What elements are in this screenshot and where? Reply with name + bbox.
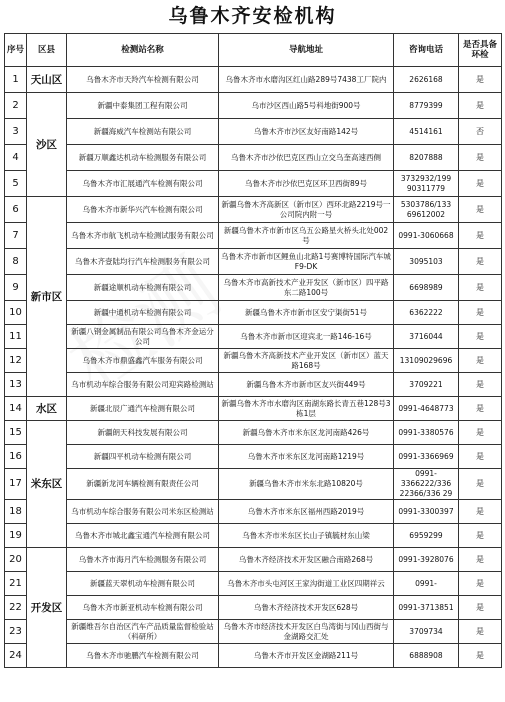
- cell-phone: 0991-3366969: [394, 445, 459, 469]
- cell-env: 是: [459, 301, 502, 325]
- cell-phone: 6362222: [394, 301, 459, 325]
- cell-phone: 6959299: [394, 524, 459, 548]
- cell-seq: 21: [5, 572, 27, 596]
- cell-env: 是: [459, 275, 502, 301]
- cell-address: 新疆乌鲁木齐市米东区龙河南路426号: [219, 421, 394, 445]
- cell-address: 乌鲁木齐市经济技术开发区白鸟湾街与冈山西街与金湖路交汇处: [219, 620, 394, 644]
- cell-address: 新疆乌鲁木齐高新技术产业开发区（新市区）蓝天路168号: [219, 349, 394, 373]
- cell-phone: 3709734: [394, 620, 459, 644]
- cell-seq: 23: [5, 620, 27, 644]
- cell-phone: 0991-3300397: [394, 500, 459, 524]
- cell-seq: 16: [5, 445, 27, 469]
- cell-address: 乌鲁木齐市米东区福州西路2019号: [219, 500, 394, 524]
- cell-env: 是: [459, 524, 502, 548]
- cell-address: 乌鲁木齐市头屯河区王家沟街道工业区四期祥云: [219, 572, 394, 596]
- cell-name: 新疆海威汽车检测站有限公司: [67, 119, 219, 145]
- cell-env: 是: [459, 325, 502, 349]
- table-row: [5, 572, 502, 596]
- cell-name: 新疆维吾尔自治区汽车产品质量监督检验站（科研所）: [67, 620, 219, 644]
- cell-phone: 8207888: [394, 145, 459, 171]
- cell-district: 水区: [27, 397, 67, 421]
- cell-seq: 24: [5, 644, 27, 668]
- cell-address: 乌鲁木齐市沙区友好南路142号: [219, 119, 394, 145]
- table-row: [5, 548, 502, 572]
- table-row: [5, 145, 502, 171]
- cell-name: 乌鲁木齐市汇展通汽车检测有限公司: [67, 171, 219, 197]
- cell-seq: 2: [5, 93, 27, 119]
- cell-address: 乌鲁木齐市开发区金湖路211号: [219, 644, 394, 668]
- cell-seq: 17: [5, 469, 27, 500]
- cell-address: 新疆乌鲁木齐市新市区安宁渠街51号: [219, 301, 394, 325]
- cell-seq: 5: [5, 171, 27, 197]
- cell-seq: 22: [5, 596, 27, 620]
- cell-phone: 3095103: [394, 249, 459, 275]
- cell-name: 新疆四平机动车检测有限公司: [67, 445, 219, 469]
- cell-seq: 13: [5, 373, 27, 397]
- table-row: [5, 445, 502, 469]
- cell-env: 是: [459, 620, 502, 644]
- cell-env: 是: [459, 644, 502, 668]
- cell-address: 乌鲁木齐市新市区鲤鱼山北路1号赛博特国际汽车城F9-DK: [219, 249, 394, 275]
- cell-env: 是: [459, 500, 502, 524]
- cell-phone: 0991-3060668: [394, 223, 459, 249]
- cell-name: 新疆朗天科技发展有限公司: [67, 421, 219, 445]
- table-row: [5, 119, 502, 145]
- cell-env: 是: [459, 349, 502, 373]
- cell-address: 新疆乌鲁木齐市新市区乌五公路星火桥头北处002号: [219, 223, 394, 249]
- cell-env: 是: [459, 548, 502, 572]
- cell-phone: 2626168: [394, 67, 459, 93]
- table-row: [5, 596, 502, 620]
- cell-phone: 3709221: [394, 373, 459, 397]
- cell-phone: 0991-4648773: [394, 397, 459, 421]
- cell-phone: 0991-3713851: [394, 596, 459, 620]
- cell-name: 乌鲁木齐市新华兴汽车检测有限公司: [67, 197, 219, 223]
- cell-phone: 0991-: [394, 572, 459, 596]
- cell-env: 否: [459, 119, 502, 145]
- cell-district: 开发区: [27, 548, 67, 668]
- cell-name: 新疆蓝天翠机动车检测有限公司: [67, 572, 219, 596]
- cell-env: 是: [459, 93, 502, 119]
- table-row: [5, 171, 502, 197]
- cell-address: 乌鲁木齐市沙依巴克区环卫西街89号: [219, 171, 394, 197]
- cell-name: 乌鲁木齐市海月汽车检测服务有限公司: [67, 548, 219, 572]
- cell-phone: 8779399: [394, 93, 459, 119]
- cell-district: 新市区: [27, 197, 67, 397]
- cell-address: 乌市沙区西山路5号科地街900号: [219, 93, 394, 119]
- table-row: [5, 469, 502, 500]
- table-row: [5, 223, 502, 249]
- cell-seq: 8: [5, 249, 27, 275]
- cell-name: 新疆八钢金属制品有限公司乌鲁木齐金运分公司: [67, 325, 219, 349]
- cell-name: 乌市机动车综合服务有限公司米东区检测站: [67, 500, 219, 524]
- table-row: [5, 93, 502, 119]
- cell-name: 乌鲁木齐市新亚机动车检测有限公司: [67, 596, 219, 620]
- cell-name: 乌鲁木齐市鼎盛鑫汽车服务有限公司: [67, 349, 219, 373]
- cell-name: 乌鲁木齐市驰鹏汽车检测有限公司: [67, 644, 219, 668]
- header-address: 导航地址: [219, 34, 394, 67]
- cell-seq: 19: [5, 524, 27, 548]
- header-name: 检测站名称: [67, 34, 219, 67]
- cell-address: 乌鲁木齐市高新技术产业开发区（新市区）四平路东二路100号: [219, 275, 394, 301]
- cell-phone: 5303786/133 69612002: [394, 197, 459, 223]
- table-row: [5, 620, 502, 644]
- cell-district: 米东区: [27, 421, 67, 548]
- cell-name: 新疆新龙河车辆检测有限责任公司: [67, 469, 219, 500]
- table-row: [5, 275, 502, 301]
- table-row: [5, 67, 502, 93]
- cell-address: 乌鲁木齐市米东区长山子镇毓材东山梁: [219, 524, 394, 548]
- cell-address: 新疆乌鲁木齐市新市区友兴街449号: [219, 373, 394, 397]
- header-env: 是否具备环检: [459, 34, 502, 67]
- cell-seq: 12: [5, 349, 27, 373]
- cell-name: 新疆北辰广通汽车检测有限公司: [67, 397, 219, 421]
- cell-seq: 3: [5, 119, 27, 145]
- cell-seq: 1: [5, 67, 27, 93]
- header-phone: 咨询电话: [394, 34, 459, 67]
- cell-env: 是: [459, 67, 502, 93]
- cell-name: 乌市机动车综合服务有限公司迎宾路检测站: [67, 373, 219, 397]
- table-row: [5, 301, 502, 325]
- cell-address: 乌鲁木齐经济技术开发区628号: [219, 596, 394, 620]
- cell-seq: 20: [5, 548, 27, 572]
- table-row: [5, 500, 502, 524]
- cell-address: 新疆乌鲁木齐市水磨沟区南湖东路长青五巷128号3栋1层: [219, 397, 394, 421]
- cell-env: 是: [459, 445, 502, 469]
- table-header-row: [5, 34, 502, 67]
- cell-name: 新疆途顺机动车检测有限公司: [67, 275, 219, 301]
- cell-phone: 0991-3366222/336 22366/336 29: [394, 469, 459, 500]
- cell-name: 乌鲁木齐壹陆均行汽车检测服务有限公司: [67, 249, 219, 275]
- cell-name: 乌鲁木齐市天羚汽车检测有限公司: [67, 67, 219, 93]
- cell-name: 新疆中通机动车检测有限公司: [67, 301, 219, 325]
- cell-phone: 6888908: [394, 644, 459, 668]
- cell-env: 是: [459, 249, 502, 275]
- cell-name: 乌鲁木齐市航飞机动车检测试服务有限公司: [67, 223, 219, 249]
- page-title: 乌鲁木齐安检机构: [168, 5, 337, 27]
- table-row: [5, 524, 502, 548]
- cell-env: 是: [459, 421, 502, 445]
- cell-phone: 4514161: [394, 119, 459, 145]
- cell-env: 是: [459, 197, 502, 223]
- cell-phone: 0991-3380576: [394, 421, 459, 445]
- cell-phone: 13109029696: [394, 349, 459, 373]
- cell-env: 是: [459, 373, 502, 397]
- cell-seq: 7: [5, 223, 27, 249]
- cell-env: 是: [459, 223, 502, 249]
- cell-address: 乌鲁木齐市米东区龙河南路1219号: [219, 445, 394, 469]
- table-row: [5, 373, 502, 397]
- cell-name: 新疆万顺鑫达机动车检测服务有限公司: [67, 145, 219, 171]
- cell-env: 是: [459, 171, 502, 197]
- cell-address: 乌鲁木齐市沙依巴克区西山立交乌奎高速西侧: [219, 145, 394, 171]
- cell-env: 是: [459, 596, 502, 620]
- cell-name: 乌鲁木齐市城北鑫宝通汽车检测有限公司: [67, 524, 219, 548]
- cell-name: 新疆中泰集团工程有限公司: [67, 93, 219, 119]
- inspection-table: [4, 33, 502, 668]
- cell-phone: 6698989: [394, 275, 459, 301]
- table-row: [5, 421, 502, 445]
- cell-address: 新疆乌鲁木齐市米东北路10820号: [219, 469, 394, 500]
- cell-env: 是: [459, 572, 502, 596]
- cell-address: 新疆乌鲁木齐高新区（新市区）西环北路2219号一公司院内附一号: [219, 197, 394, 223]
- table-row: [5, 644, 502, 668]
- table-row: [5, 349, 502, 373]
- cell-env: 是: [459, 145, 502, 171]
- cell-phone: 0991-3928076: [394, 548, 459, 572]
- cell-seq: 9: [5, 275, 27, 301]
- table-row: [5, 249, 502, 275]
- cell-seq: 4: [5, 145, 27, 171]
- cell-seq: 6: [5, 197, 27, 223]
- cell-address: 乌鲁木齐经济技术开发区融合南路268号: [219, 548, 394, 572]
- table-body: [5, 67, 502, 668]
- table-row: [5, 197, 502, 223]
- cell-seq: 14: [5, 397, 27, 421]
- cell-district: 天山区: [27, 67, 67, 93]
- table-row: [5, 397, 502, 421]
- cell-env: 是: [459, 469, 502, 500]
- cell-seq: 10: [5, 301, 27, 325]
- cell-seq: 11: [5, 325, 27, 349]
- cell-phone: 3716044: [394, 325, 459, 349]
- table-row: [5, 325, 502, 349]
- cell-address: 乌鲁木齐市水磨沟区红山路289号7438工厂院内: [219, 67, 394, 93]
- cell-address: 乌鲁木齐市新市区迎宾北一路146-16号: [219, 325, 394, 349]
- cell-district: 沙区: [27, 93, 67, 197]
- cell-seq: 18: [5, 500, 27, 524]
- cell-seq: 15: [5, 421, 27, 445]
- header-seq: 序号: [5, 34, 27, 67]
- cell-env: 是: [459, 397, 502, 421]
- cell-phone: 3732932/199 90311779: [394, 171, 459, 197]
- header-district: 区县: [27, 34, 67, 67]
